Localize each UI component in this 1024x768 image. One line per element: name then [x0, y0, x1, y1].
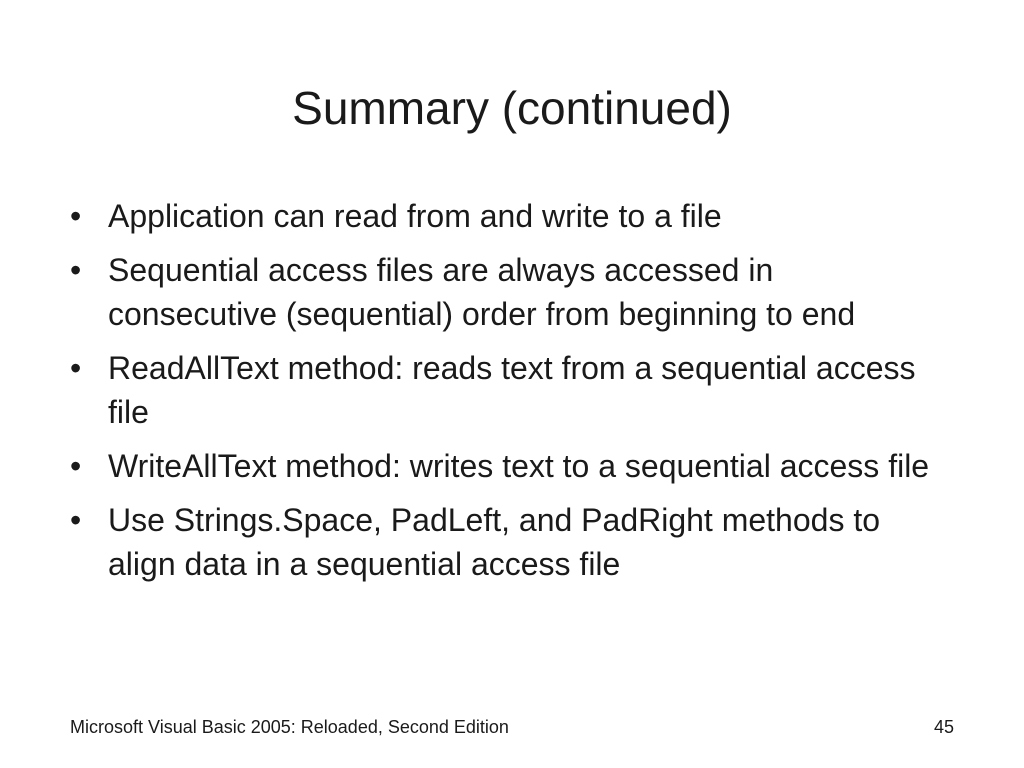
- footer-page-number: 45: [933, 717, 954, 737]
- bullet-marker: •: [70, 350, 82, 386]
- bullet-text: Application can read from and write to a file: [108, 198, 722, 234]
- bullet-marker: •: [70, 448, 82, 484]
- bullet-text: Use Strings.Space, PadLeft, and PadRight methods to align data in a sequential access file: [108, 502, 881, 582]
- slide-title: Summary (continued): [292, 82, 732, 134]
- bullet-item: [70, 498, 950, 586]
- footer-book-title: Microsoft Visual Basic 2005: Reloaded, Second Edition: [70, 717, 509, 737]
- bullet-item: [70, 248, 950, 336]
- bullet-list: [70, 194, 950, 596]
- bullet-item: [70, 346, 950, 434]
- bullet-marker: •: [70, 252, 82, 288]
- bullet-item: [70, 194, 950, 238]
- bullet-marker: •: [70, 502, 82, 538]
- bullet-text: WriteAllText method: writes text to a sequential access file: [108, 448, 930, 484]
- bullet-item: [70, 444, 950, 488]
- bullet-text: ReadAllText method: reads text from a sequential access file: [108, 350, 916, 430]
- bullet-text: Sequential access files are always accessed in consecutive (sequential) order from beginning to end: [108, 252, 856, 332]
- bullet-marker: •: [70, 198, 82, 234]
